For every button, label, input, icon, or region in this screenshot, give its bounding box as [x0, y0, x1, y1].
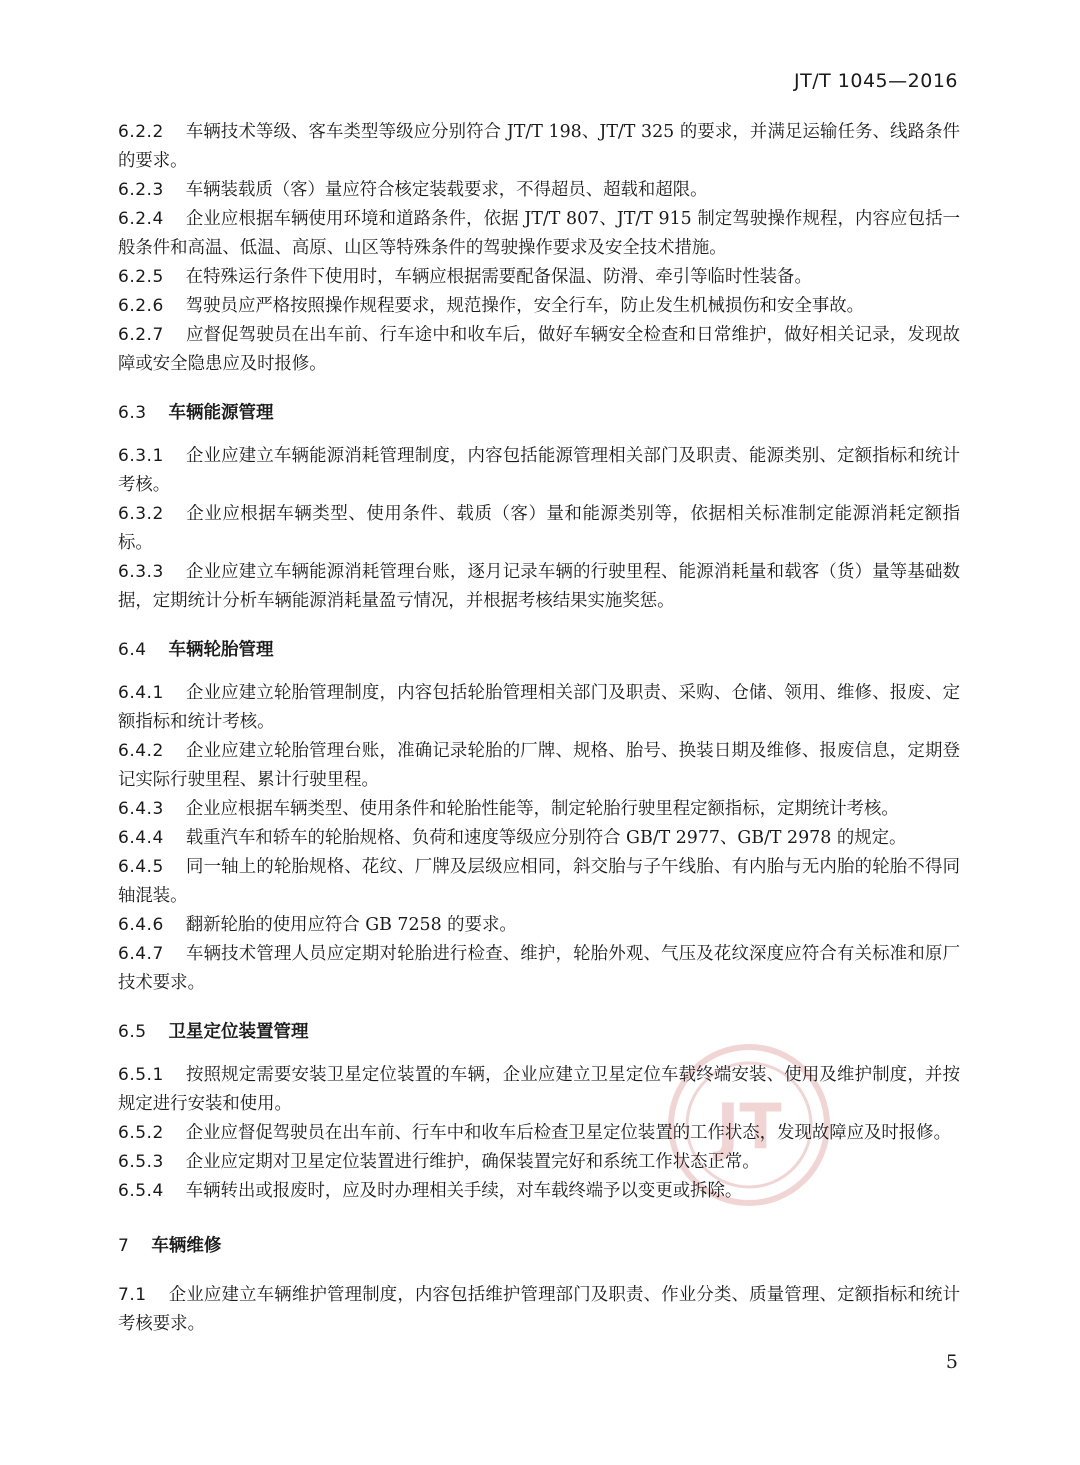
clause-number: 6.3.3	[118, 562, 164, 582]
clause-6-4-4	[118, 824, 960, 853]
clause-number: 6.4.7	[118, 944, 164, 964]
clause-text: 车辆技术管理人员应定期对轮胎进行检查、维护，轮胎外观、气压及花纹深度应符合有关标准和原厂技术要求。	[118, 944, 960, 993]
clause-6-2-6	[118, 292, 960, 321]
clause-number: 6.3.1	[118, 446, 164, 466]
clause-6-3-1	[118, 442, 960, 500]
clause-6-2-3	[118, 176, 960, 205]
clause-number: 7.1	[118, 1285, 147, 1305]
svg-text:JT: JT	[716, 1090, 782, 1163]
clause-text: 企业应建立轮胎管理台账，准确记录轮胎的厂牌、规格、胎号、换装日期及维修、报废信息，定期登记实际行驶里程、累计行驶里程。	[118, 741, 960, 790]
clause-text: 车辆技术等级、客车类型等级应分别符合 JT/T 198、JT/T 325 的要求，并满足运输任务、线路条件的要求。	[118, 122, 960, 171]
clause-6-4-7	[118, 940, 960, 998]
clause-text: 企业应根据车辆使用环境和道路条件，依据 JT/T 807、JT/T 915 制定驾驶操作规程，内容应包括一般条件和高温、低温、高原、山区等特殊条件的驾驶操作要求及安全技术措施。	[118, 209, 960, 258]
clause-6-2-5	[118, 263, 960, 292]
clause-number: 6.2.6	[118, 296, 164, 316]
clause-6-4-3	[118, 795, 960, 824]
chapter-heading-7	[118, 1232, 960, 1257]
document-body	[118, 118, 960, 1339]
clause-text: 企业应定期对卫星定位装置进行维护，确保装置完好和系统工作状态正常。	[185, 1152, 760, 1172]
chapter-number: 7	[118, 1236, 130, 1256]
clause-number: 6.4.2	[118, 741, 164, 761]
clause-text: 企业应督促驾驶员在出车前、行车中和收车后检查卫星定位装置的工作状态，发现故障应及时报修。	[185, 1123, 951, 1143]
clause-6-2-4	[118, 205, 960, 263]
clause-number: 6.5.3	[118, 1152, 164, 1172]
section-title: 车辆能源管理	[168, 403, 274, 423]
section-number: 6.5	[118, 1022, 147, 1042]
clause-number: 6.2.5	[118, 267, 164, 287]
chapter-title: 车辆维修	[151, 1236, 222, 1256]
clause-text: 在特殊运行条件下使用时，车辆应根据需要配备保温、防滑、牵引等临时性装备。	[185, 267, 812, 287]
clause-6-5-4	[118, 1177, 960, 1206]
section-number: 6.4	[118, 640, 147, 660]
clause-number: 6.4.1	[118, 683, 164, 703]
section-title: 卫星定位装置管理	[168, 1022, 309, 1042]
clause-number: 6.4.6	[118, 915, 164, 935]
clause-text: 驾驶员应严格按照操作规程要求，规范操作，安全行车，防止发生机械损伤和安全事故。	[185, 296, 865, 316]
clause-number: 6.4.3	[118, 799, 164, 819]
clause-text: 载重汽车和轿车的轮胎规格、负荷和速度等级应分别符合 GB/T 2977、GB/T 2978 的规定。	[185, 828, 907, 848]
clause-number: 6.2.4	[118, 209, 164, 229]
section-title: 车辆轮胎管理	[168, 640, 274, 660]
clause-text: 按照规定需要安装卫星定位装置的车辆，企业应建立卫星定位车载终端安装、使用及维护制度，并按规定进行安装和使用。	[118, 1065, 960, 1114]
clause-6-5-2	[118, 1119, 960, 1148]
clause-text: 车辆转出或报废时，应及时办理相关手续，对车载终端予以变更或拆除。	[185, 1181, 743, 1201]
clause-7-1	[118, 1281, 960, 1339]
clause-text: 应督促驾驶员在出车前、行车途中和收车后，做好车辆安全检查和日常维护，做好相关记录，发现故障或安全隐患应及时报修。	[118, 325, 960, 374]
clause-6-4-6	[118, 911, 960, 940]
clause-text: 同一轴上的轮胎规格、花纹、厂牌及层级应相同，斜交胎与子午线胎、有内胎与无内胎的轮胎不得同轴混装。	[118, 857, 960, 906]
clause-6-3-3	[118, 558, 960, 616]
clause-6-4-2	[118, 737, 960, 795]
clause-6-4-5	[118, 853, 960, 911]
clause-text: 企业应根据车辆类型、使用条件、载质（客）量和能源类别等，依据相关标准制定能源消耗定额指标。	[118, 504, 960, 553]
clause-6-5-1	[118, 1061, 960, 1119]
clause-number: 6.4.5	[118, 857, 164, 877]
clause-text: 翻新轮胎的使用应符合 GB 7258 的要求。	[185, 915, 517, 935]
section-number: 6.3	[118, 403, 147, 423]
clause-number: 6.5.4	[118, 1181, 164, 1201]
clause-text: 企业应根据车辆类型、使用条件和轮胎性能等，制定轮胎行驶里程定额指标，定期统计考核。	[185, 799, 899, 819]
clause-number: 6.3.2	[118, 504, 164, 524]
section-heading-6-4	[118, 636, 960, 661]
clause-text: 企业应建立车辆维护管理制度，内容包括维护管理部门及职责、作业分类、质量管理、定额指标和统计考核要求。	[118, 1285, 960, 1334]
clause-text: 车辆装载质（客）量应符合核定装载要求，不得超员、超载和超限。	[185, 180, 708, 200]
clause-text: 企业应建立轮胎管理制度，内容包括轮胎管理相关部门及职责、采购、仓储、领用、维修、报废、定额指标和统计考核。	[118, 683, 960, 732]
clause-number: 6.5.2	[118, 1123, 164, 1143]
clause-number: 6.5.1	[118, 1065, 164, 1085]
clause-number: 6.2.7	[118, 325, 164, 345]
clause-6-4-1	[118, 679, 960, 737]
clause-number: 6.2.2	[118, 122, 164, 142]
clause-number: 6.4.4	[118, 828, 164, 848]
clause-text: 企业应建立车辆能源消耗管理制度，内容包括能源管理相关部门及职责、能源类别、定额指标和统计考核。	[118, 446, 960, 495]
clause-6-3-2	[118, 500, 960, 558]
clause-6-2-7	[118, 321, 960, 379]
clause-number: 6.2.3	[118, 180, 164, 200]
page-number: 5	[945, 1351, 958, 1373]
section-heading-6-3	[118, 399, 960, 424]
clause-text: 企业应建立车辆能源消耗管理台账，逐月记录车辆的行驶里程、能源消耗量和载客（货）量等基础数据，定期统计分析车辆能源消耗量盈亏情况，并根据考核结果实施奖惩。	[118, 562, 960, 611]
standard-code-header: JT/T 1045—2016	[794, 70, 958, 92]
clause-6-2-2	[118, 118, 960, 176]
clause-6-5-3	[118, 1148, 960, 1177]
section-heading-6-5	[118, 1018, 960, 1043]
